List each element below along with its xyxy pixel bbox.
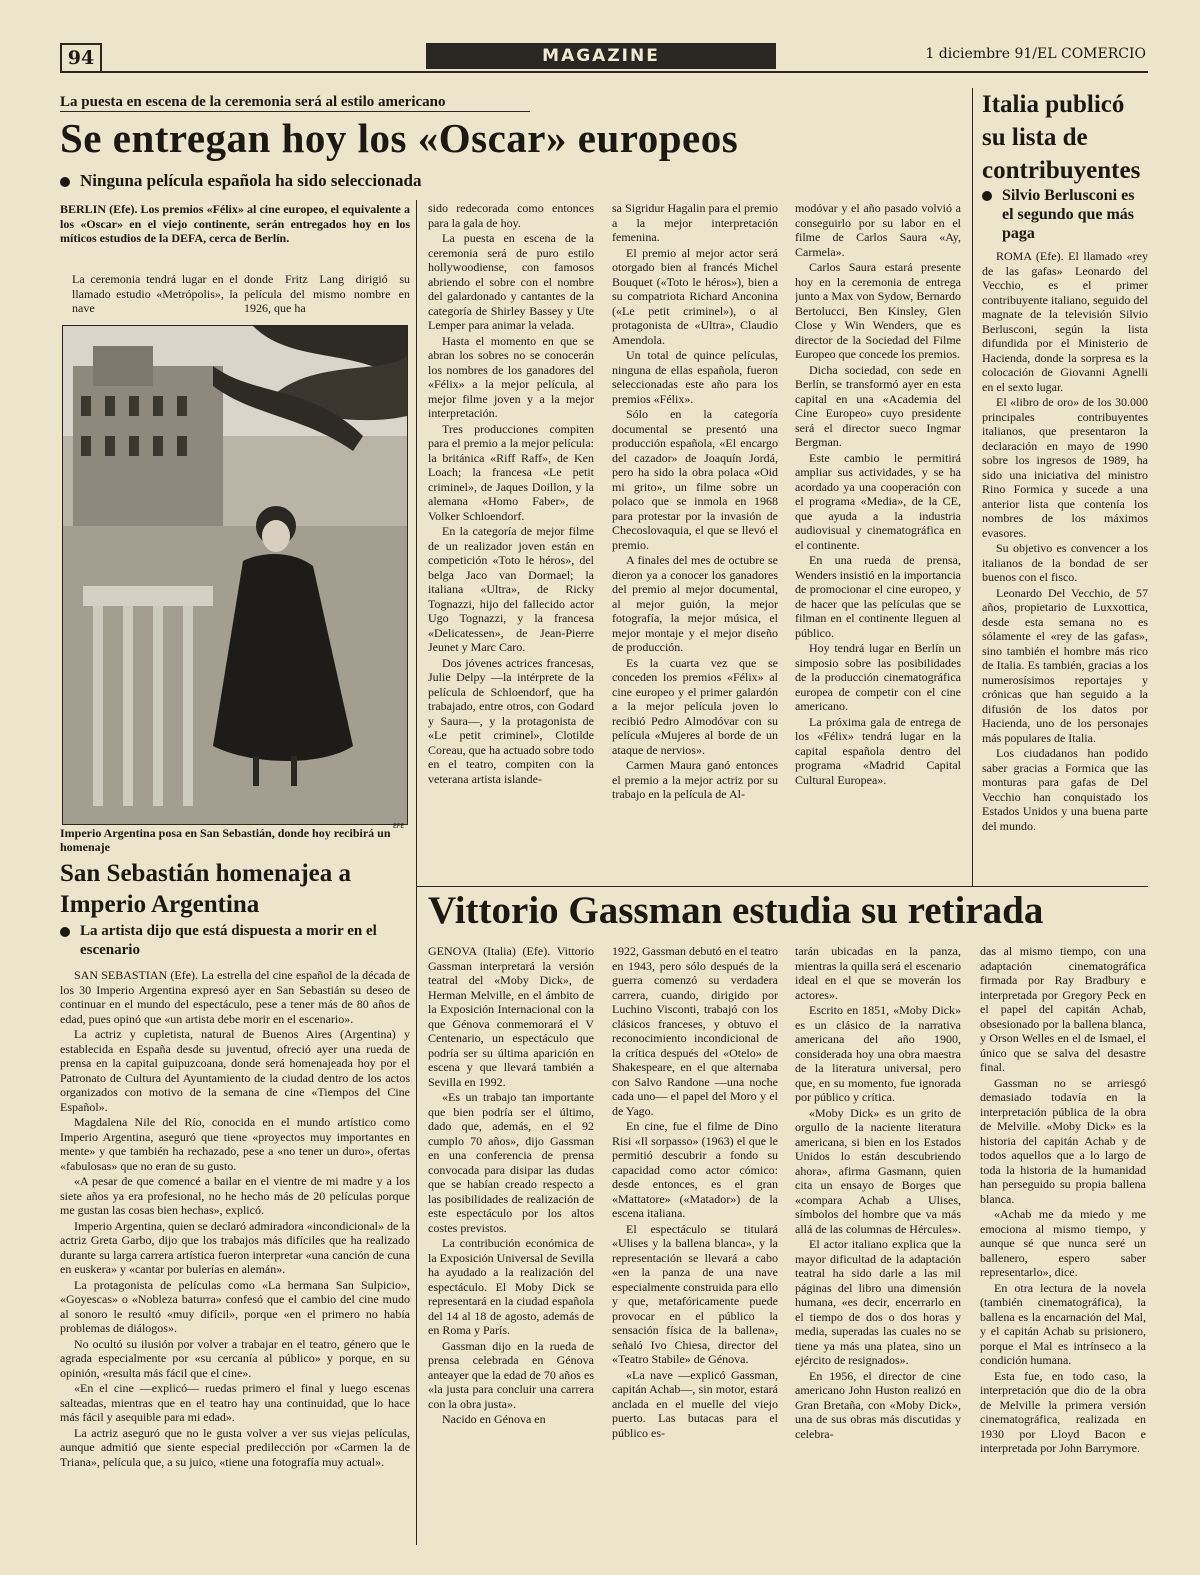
paragraph: Gassman dijo en la rueda de prensa celebrada en Génova anteayer que la edad de 70 años es «la justa para concluir una carrera con la obra justa». <box>428 1338 594 1411</box>
paragraph: En cine, fue el filme de Dino Risi «Il sorpasso» (1963) el que le permitió descubrir a fondo su capacidad como actor cómico: desde entonces, es el gran «Mattatore» («Matador») de la escena italiana. <box>612 1119 778 1220</box>
paragraph: Hasta el momento en que se abran los sobres no se conocerán los nombres de los ganadores del «Félix» a la mejor película, al mejor filme joven y a la mejor interpretación. <box>428 333 594 420</box>
oscar-intro-a <box>72 272 238 318</box>
paragraph: Gassman no se arriesgó demasiado todavía en la interpretación pública de la obra de Melville. «Moby Dick» es la historia del capitán Achab y de todos aquellos que a lo largo de toda la historia de la humanidad han perseguido su propia ballena blanca. <box>980 1075 1146 1206</box>
paragraph: sido redecorada como entonces para la gala de hoy. <box>428 201 594 230</box>
photo-imperio-argentina <box>62 325 408 825</box>
paragraph: Los ciudadanos han podido saber gracias a Formica que las monturas para gafas de Del Vecchio han conquistado los Estados Unidos y una buena parte del mundo. <box>982 746 1148 833</box>
paragraph: La protagonista de películas como «La hermana San Sulpicio», «Goyescas» o «Nobleza baturra» confesó que el cambio del cine mudo al sonoro le resultó «muy difícil», porque «en el primero no había problemas de diálogos». <box>60 1277 410 1335</box>
oscar-headline: Se entregan hoy los «Oscar» europeos <box>60 115 739 161</box>
italia-headline: Italia publicó su lista de contribuyentes <box>982 91 1141 184</box>
imperio-subtitle-text: La artista dijo que está dispuesta a morir en el escenario <box>80 923 377 958</box>
imperio-headline: San Sebastián homenajea a Imperio Argentina <box>60 860 352 918</box>
paragraph: GENOVA (Italia) (Efe). Vittorio Gassman interpretará la versión teatral del «Moby Dick», de Herman Melville, en el ámbito de la Exposición Internacional con la que Génova conmemorará el V Centenario, un espectáculo que podría ser su última aparición en escena y que llevará también a Sevilla en 1992. <box>428 944 594 1089</box>
paragraph: La puesta en escena de la ceremonia será de puro estilo hollywoodiense, con famosos abriendo el sobre con el nombre del galardonado y cantantes de la categoría de Shirley Bassey y Ute Lemper para animar la velada. <box>428 231 594 332</box>
paragraph: Dos jóvenes actrices francesas, Julie Delpy —la intérprete de la película de Schloendorf, que ha trabajado, entre otros, con Godard y Saura—, y la protagonista de «Le petit criminel», Clotilde Coreau, que ha actuado sobre todo en el teatro, compiten con la veterana artista islande- <box>428 655 594 786</box>
paragraph: modóvar y el año pasado volvió a conseguirlo por su labor en el filme de Carlos Saura «Ay, Carmela». <box>795 201 961 259</box>
paragraph: Leonardo Del Vecchio, de 57 años, propietario de Luxxottica, desde esta semana no es sólamente el «rey de las gafas», sino también el hombre más rico de Italia. Es también, gracias a los numerosísimos reportajes y crónicas que han seguido a la difusión de los datos por Hacienda, uno de los personajes más populares de Italia. <box>982 585 1148 745</box>
paragraph: 1922, Gassman debutó en el teatro en 1943, pero sólo después de la guerra comenzó su verdadera carrera, cuando, dirigido por Luchino Visconti, trabajó con los clásicos franceses, y obtuvo el reconocimiento incondicional de la crítica después del «Otelo» de Shakespeare, en el que alternaba con Salvo Randone —una noche cada uno— el papel del Moro y el de Yago. <box>612 944 778 1118</box>
paragraph: Hoy tendrá lugar en Berlín un simposio sobre las posibilidades de la producción cinematográfica europea de competir con el cine americano. <box>795 641 961 713</box>
bullet-icon <box>60 927 70 937</box>
paragraph: Este cambio le permitirá ampliar sus actividades, y se ha acordado ya una cooperación con el programa «Media», de la CE, que ayuda a la industria audiovisual y cinematográfica en el continente. <box>795 450 961 552</box>
section-banner: MAGAZINE <box>426 43 776 69</box>
paragraph: La contribución económica de la Exposición Universal de Sevilla ha ayudado a la realización del espectáculo. El Moby Dick se representará en la ciudad española del 14 al 18 de agosto, además de en Roma y París. <box>428 1236 594 1337</box>
paragraph: Dicha sociedad, con sede en Berlín, se transformó ayer en esta capital en una «Academia del Cine Europeo» cuyo presidente será el director sueco Ingmar Bergman. <box>795 362 961 449</box>
paragraph: Magdalena Nile del Río, conocida en el mundo artístico como Imperio Argentina, aseguró que tiene «proyectos muy importantes en mente» y que también ha rechazado, pese a «no tener un duro», ofertas «fabulosas» que no eran de su gusto. <box>60 1115 410 1173</box>
paragraph: A finales del mes de octubre se dieron ya a conocer los ganadores del premio al mejor documental, al mejor guión, la mejor fotografía, la mejor música, el mejor montaje y el mejor diseño de producción. <box>612 553 778 654</box>
imperio-subtitle <box>60 922 410 960</box>
section-divider <box>416 886 1148 887</box>
oscar-lead: BERLIN (Efe). Los premios «Félix» al cine europeo, el equivalente a los «Oscar» en el viejo continente, serán entregados hoy en los míticos estudios de la DEFA, cerca de Berlín. <box>60 202 410 245</box>
paragraph: «La nave —explicó Gassman, capitán Achab—, sin motor, estará anclada en el muelle del viejo puerto. Las butacas para el público es- <box>612 1367 778 1440</box>
photo-credit: EFE <box>393 823 405 830</box>
column-divider-right <box>972 88 973 886</box>
gassman-column-3 <box>795 944 961 1540</box>
oscar-column-4 <box>795 201 961 881</box>
gassman-headline: Vittorio Gassman estudia su retirada <box>428 889 1044 932</box>
paragraph: Carmen Maura ganó entonces el premio a la mejor actriz por su trabajo en la película de Al- <box>612 758 778 801</box>
oscar-subtitle <box>60 171 660 191</box>
paragraph: La actriz aseguró que no le gusta volver a ver sus viejas películas, aunque admitió que siente especial predilección por «Carmen la de Triana», película que, a su juico, «tiene una fotografía muy actual». <box>60 1425 410 1469</box>
paragraph: «En el cine —explicó— ruedas primero el final y luego escenas salteadas, mientras que en el teatro hay una continuidad, que lo hace más fácil y asequible para mi edad». <box>60 1381 410 1424</box>
paragraph: El actor italiano explica que la mayor dificultad de la adaptación teatral ha sido darle a las mil páginas del libro una dimensión humana, «es decir, encerrarlo en el tiempo de dos o dos horas y media, superadas las cuales no se tiene ya más una platea, sino un ejército de resignados». <box>795 1237 961 1367</box>
paragraph: En una rueda de prensa, Wenders insistió en la importancia de promocionar el cine europeo, y de hacer que las películas que se filman en el continente lleguen al público. <box>795 553 961 640</box>
paragraph: SAN SEBASTIAN (Efe). La estrella del cine español de la década de los 30 Imperio Argentina expresó ayer en San Sebastián su deseo de continuar en el mundo del espectáculo, pese a tener más de 80 años de edad, pues opinó que «un artista debe morir en el escenario». <box>60 968 410 1026</box>
masthead-rule <box>60 71 1148 73</box>
paragraph: En 1956, el director de cine americano John Huston realizó en Gran Bretaña, con «Moby Dick», una de sus obras más discutidas y celebra- <box>795 1368 961 1441</box>
paragraph: En otra lectura de la novela (también cinematográfica), la ballena es la encarnación del Mal, y el capitán Achab su prisionero, porque el Mal es intrínseco a la condición humana. <box>980 1280 1146 1367</box>
paragraph: La próxima gala de entrega de los «Félix» tendrá lugar en la capital española dentro del programa «Madrid Capital Cultural Europea». <box>795 714 961 787</box>
paragraph: «Es un trabajo tan importante que bien podría ser el último, dado que, además, en el 92 cumplo 70 años», dijo Gassman en una conferencia de prensa convocada para disipar las dudas que se habían creado respecto a las posibilidades de realización de este espectáculo por los altos costes previstos. <box>428 1090 594 1235</box>
italia-body <box>982 249 1148 881</box>
italia-subtitle <box>982 186 1152 243</box>
paragraph: Su objetivo es convencer a los italianos de la bondad de ser buenos con el fisco. <box>982 541 1148 584</box>
paragraph: En la categoría de mejor filme de un realizador joven están en competición «Toto le héros», del belga Jaco van Dormael; la italiana «Ultra», de Ricky Tognazzi, hijo del fallecido actor Ugo Tognazzi, y la francesa «Delicatessen», de Jean-Pierre Jeunet y Marc Caro. <box>428 524 594 654</box>
paragraph: La actriz y cupletista, natural de Buenos Aires (Argentina) y establecida en España desde su juventud, ofreció ayer una rueda de prensa en la capital guipuzcoana, donde será homenajeada hoy por el Patronato de Cultura del Ayuntamiento de la ciudad dentro de los actos organizados con motivo de la semana de cine «Tiempos del Cine Español». <box>60 1027 410 1114</box>
oscar-column-2 <box>428 201 594 881</box>
gassman-column-2 <box>612 944 778 1540</box>
paragraph: Escrito en 1851, «Moby Dick» es un clásico de la narrativa americana del año 1900, considerada hoy una obra maestra de la literatura universal, pero que, en su momento, fue ignorada por público y crítica. <box>795 1003 961 1104</box>
paragraph: Sólo en la categoría documental se presentó una producción española, «El encargo del cazador» de Joaquín Jordá, pero ha sido la obra polaca «Oid mi grito», un filme sobre un polaco que se inmola en 1968 para protestar por la invasión de Checoslovaquia, el que se llevó el premio. <box>612 407 778 552</box>
paragraph: No ocultó su ilusión por volver a trabajar en el teatro, género que le agrada especialmente por «su cercanía al público» y porque, en su opinión, «resulta más fácil que el cine». <box>60 1336 410 1380</box>
paragraph: «A pesar de que comencé a bailar en el vientre de mi madre y a los siete años ya era profesional, no he hecho más de 20 películas porque me gustan las cosas bien hechas», explicó. <box>60 1174 410 1217</box>
paragraph: donde Fritz Lang dirigió su película del mismo nombre en 1926, que ha <box>244 272 410 315</box>
photo-caption: Imperio Argentina posa en San Sebastián, donde hoy recibirá un homenaje <box>60 826 391 854</box>
bullet-icon <box>60 177 70 187</box>
gassman-column-4 <box>980 944 1146 1540</box>
paragraph: «Achab me da miedo y me emociona al mismo tiempo, y aunque sé que nunca seré un ballenero, espero saber representarlo», dice. <box>980 1207 1146 1279</box>
page-number: 94 <box>60 43 102 73</box>
dateline: 1 diciembre 91/EL COMERCIO <box>925 46 1146 62</box>
paragraph: das al mismo tiempo, con una adaptación cinematográfica firmada por Ray Bradbury e interpretada por Gregory Peck en el papel del capitán Achab, obsesionado por la ballena blanca, y Orson Welles en el de Ismael, el único que se salva del desastre final. <box>980 944 1146 1074</box>
oscar-intro-b <box>244 272 410 318</box>
gassman-column-1 <box>428 944 594 1540</box>
paragraph: ROMA (Efe). El llamado «rey de las gafas» Leonardo del Vecchio, es el primer contribuyente italiano, seguido del magnate de la televisión Silvio Berlusconi, según la lista difundida por el Ministerio de Hacienda, donde la sorpresa es la colocación de Giovanni Agnelli en el sexto lugar. <box>982 249 1148 394</box>
paragraph: Nacido en Génova en <box>442 1412 546 1426</box>
bullet-icon <box>982 191 992 201</box>
paragraph: El espectáculo se titulará «Ulises y la ballena blanca», y la representación se llevará a cabo «en la panza de una nave especialmente construida para ello y que, metafóricamente puede provocar en el público la sensación física de la ballena», señaló Ivo Chiesa, director del «Teatro Stabile» de Génova. <box>612 1221 778 1366</box>
oscar-column-3 <box>612 201 778 881</box>
column-divider-left <box>416 200 417 1545</box>
paragraph: Tres producciones compiten para el premio a la mejor película: la británica «Riff Raff», de Ken Loach; la francesa «Le petit criminel», de Jaques Doillon, y la alemana «Homo Faber», de Volker Schloendorf. <box>428 421 594 523</box>
photo-illustration <box>63 326 407 824</box>
paragraph: Esta fue, en todo caso, la interpretación que dio de la obra de Melville la primera versión cinematográfica, realizada en 1930 por Lloyd Bacon e interpretada por John Barrymore. <box>980 1368 1146 1455</box>
paragraph: El «libro de oro» de los 30.000 principales contribuyentes italianos, que presentaron la declaración en mayo de 1990 sobre los ingresos de 1989, ha sido una iniciativa del ministro Rino Formica y sucede a una anterior lista que contenía los nombres de los máximos evasores. <box>982 395 1148 540</box>
paragraph: Un total de quince películas, ninguna de ellas española, fueron seleccionadas este año para los premios «Félix». <box>612 348 778 406</box>
italia-subtitle-text: Silvio Berlusconi es el segundo que más paga <box>1002 187 1135 242</box>
oscar-kicker: La puesta en escena de la ceremonia será al estilo americano <box>60 94 530 112</box>
paragraph: El premio al mejor actor será otorgado bien al francés Michel Bouquet («Toto le héros»), bien a su compatriota Richard Anconina («Le petit criminel»), o al protagonista de «Ultra», Claudio Amendola. <box>612 245 778 347</box>
paragraph: La ceremonia tendrá lugar en el llamado estudio «Metrópolis», la nave <box>72 272 238 315</box>
oscar-subtitle-text: Ninguna película española ha sido seleccionada <box>80 171 422 190</box>
paragraph: Carlos Saura estará presente hoy en la ceremonia de entrega junto a Max von Sydow, Bernardo Bertolucci, Ben Kinsley, Glen Close y Win Wenders, que es director de la Sociedad del Filme Europeo que concede los premios. <box>795 260 961 361</box>
paragraph: Es la cuarta vez que se conceden los premios «Félix» al cine europeo y el primer galardón a la mejor película joven lo recibió Pedro Almodóvar con su película «Mujeres al borde de un ataque de nervios». <box>612 655 778 757</box>
paragraph: sa Sigridur Hagalin para el premio a la mejor interpretación femenina. <box>612 201 778 244</box>
paragraph: tarán ubicadas en la panza, mientras la quilla será el escenario ideal en el que se moverán los actores». <box>795 944 961 1002</box>
imperio-body <box>60 968 410 1540</box>
paragraph: «Moby Dick» es un grito de orgullo de la naciente literatura americana, si bien en los Estados Unidos lo están descubriendo ahora», afirma Gasmann, quien cita un ensayo de Borges que «compara Achab a Ulises, símbolos del hombre que va más allá de las columnas de Hércules». <box>795 1105 961 1236</box>
paragraph: Imperio Argentina, quien se declaró admiradora «incondicional» de la actriz Greta Garbo, dijo que los trabajos más difíciles que ha realizado durante su larga carrera artística fueron interpretar «una canción de cuna en euskera» y «cantar por bulerías en alemán». <box>60 1218 410 1276</box>
